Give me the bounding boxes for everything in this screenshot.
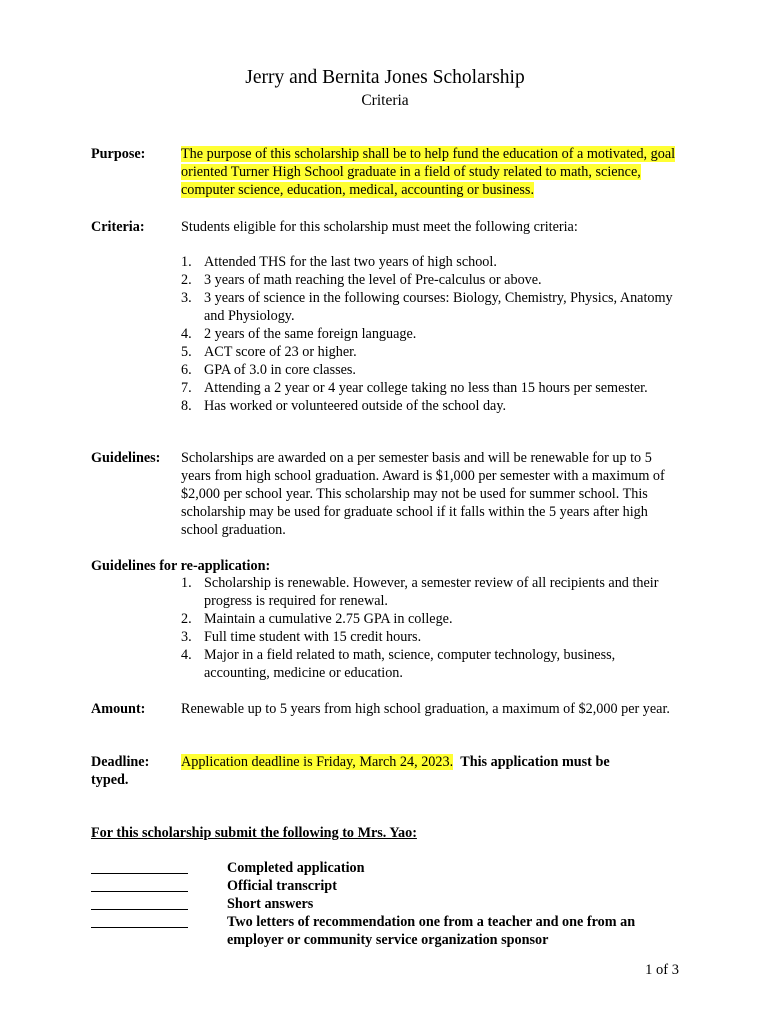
reapplication-item	[181, 610, 681, 628]
submit-list	[227, 859, 687, 949]
criteria-item-number: 6.	[181, 362, 192, 378]
reapplication-item-number: 4.	[181, 647, 192, 663]
criteria-item-number: 3.	[181, 290, 192, 306]
reapplication-item-text: Full time student with 15 credit hours.	[204, 629, 422, 645]
criteria-item-number: 2.	[181, 272, 192, 288]
document-title: Jerry and Bernita Jones Scholarship	[245, 67, 525, 88]
criteria-item	[181, 289, 691, 325]
criteria-item-text: GPA of 3.0 in core classes.	[204, 362, 356, 378]
criteria-item-number: 1.	[181, 254, 192, 270]
criteria-item	[181, 379, 691, 397]
criteria-label: Criteria:	[91, 219, 145, 235]
deadline-label: Deadline:	[91, 754, 150, 770]
submit-item: Official transcript	[227, 878, 337, 894]
criteria-item-text: 2 years of the same foreign language.	[204, 326, 417, 342]
page-number: 1 of 3	[645, 962, 679, 978]
criteria-item-text: Has worked or volunteered outside of the school day.	[204, 398, 507, 414]
criteria-item-number: 7.	[181, 380, 192, 396]
checklist-blank	[91, 909, 188, 910]
criteria-list	[181, 253, 691, 415]
criteria-item-number: 8.	[181, 398, 192, 414]
purpose-text	[181, 145, 681, 199]
criteria-item-number: 5.	[181, 344, 192, 360]
reapplication-item	[181, 646, 681, 682]
submit-item: Completed application	[227, 860, 365, 876]
criteria-item-text: 3 years of math reaching the level of Pre-calculus or above.	[204, 272, 542, 288]
criteria-intro: Students eligible for this scholarship must meet the following criteria:	[181, 219, 578, 235]
reapplication-item	[181, 628, 681, 646]
reapplication-item-text: Maintain a cumulative 2.75 GPA in college.	[204, 611, 453, 627]
checklist-blank	[91, 927, 188, 928]
criteria-item-number: 4.	[181, 326, 192, 342]
deadline-highlight: Application deadline is Friday, March 24, 2023.	[181, 754, 454, 770]
deadline-bold-text: This application must be	[460, 754, 610, 770]
reapplication-item-number: 2.	[181, 611, 192, 627]
criteria-item-text: Attending a 2 year or 4 year college taking no less than 15 hours per semester.	[204, 380, 648, 396]
deadline-label-continued: typed.	[91, 772, 129, 788]
checklist-blank	[91, 891, 188, 892]
reapplication-item-number: 1.	[181, 575, 192, 591]
amount-label: Amount:	[91, 701, 146, 717]
guidelines-text: Scholarships are awarded on a per semester basis and will be renewable for up to 5 years from high school graduation. Award is $1,000 per semester with a maximum of $2,000 per school year. This scholarship may not be used for summer school. This scholarship may be used for graduate school if it falls within the 5 years after high school graduation.	[181, 450, 665, 538]
criteria-item-text: ACT score of 23 or higher.	[204, 344, 357, 360]
reapplication-item-text: Scholarship is renewable. However, a semester review of all recipients and their progress is required for renewal.	[204, 575, 659, 609]
guidelines-label: Guidelines:	[91, 450, 161, 466]
document-subtitle: Criteria	[361, 92, 409, 109]
reapplication-item	[181, 574, 681, 610]
criteria-item	[181, 361, 691, 379]
submit-heading: For this scholarship submit the following to Mrs. Yao:	[91, 825, 417, 841]
criteria-item	[181, 397, 691, 415]
criteria-item-text: Attended THS for the last two years of high school.	[204, 254, 497, 270]
deadline-text	[181, 753, 701, 771]
criteria-item	[181, 271, 691, 289]
amount-text: Renewable up to 5 years from high school graduation, a maximum of $2,000 per year.	[181, 701, 670, 717]
reapplication-item-text: Major in a field related to math, science, computer technology, business, accounting, medicine or education.	[204, 647, 616, 681]
reapplication-item-number: 3.	[181, 629, 192, 645]
submit-item: Two letters of recommendation one from a teacher and one from an employer or community service organization sponsor	[227, 914, 636, 948]
purpose-label: Purpose:	[91, 146, 146, 162]
reapplication-list	[181, 574, 681, 682]
checklist-blank	[91, 873, 188, 874]
purpose-highlight: The purpose of this scholarship shall be to help fund the education of a motivated, goal oriented Turner High School graduate in a field of study related to math, science, computer science, education, medical, accounting or business.	[181, 146, 676, 198]
criteria-item	[181, 343, 691, 361]
reapplication-label: Guidelines for re-application:	[91, 558, 271, 574]
criteria-item-text: 3 years of science in the following courses: Biology, Chemistry, Physics, Anatomy and Physiology.	[204, 290, 673, 324]
criteria-item	[181, 253, 691, 271]
criteria-item	[181, 325, 691, 343]
submit-item: Short answers	[227, 896, 314, 912]
